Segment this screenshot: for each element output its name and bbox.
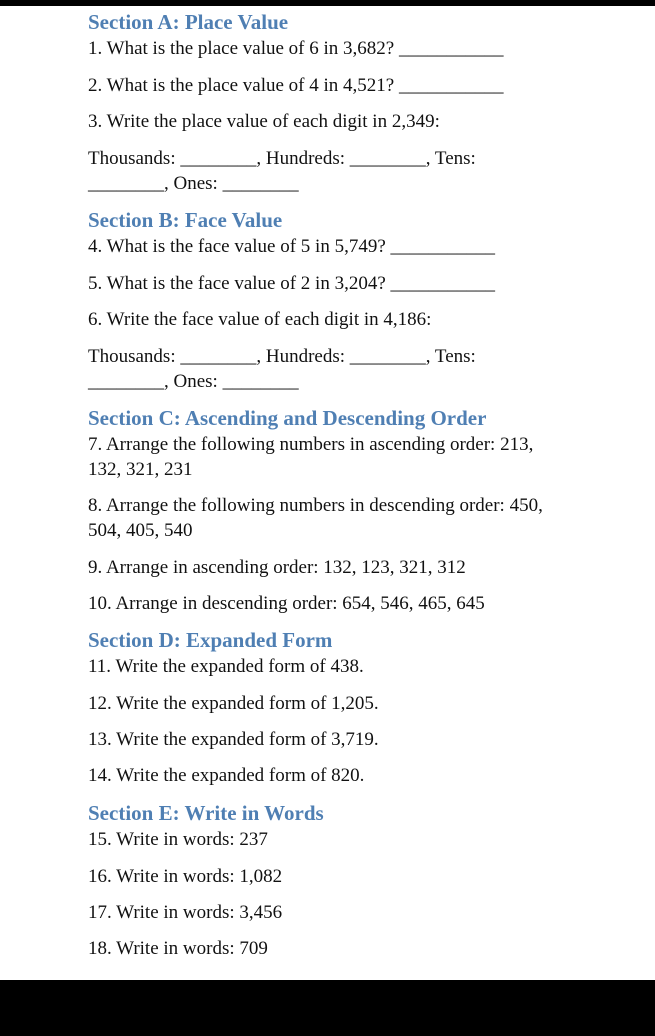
question-17: 17. Write in words: 3,456 bbox=[88, 902, 283, 923]
question-3: 3. Write the place value of each digit in 2,349: bbox=[88, 111, 440, 132]
question-10: 10. Arrange in descending order: 654, 546, 465, 645 bbox=[88, 593, 485, 614]
question-4: 4. What is the face value of 5 in 5,749? ___________ bbox=[88, 236, 495, 257]
question-7-line-2: 132, 321, 231 bbox=[88, 459, 193, 480]
question-11: 11. Write the expanded form of 438. bbox=[88, 656, 364, 677]
section-d-heading: Section D: Expanded Form bbox=[88, 628, 333, 652]
question-16: 16. Write in words: 1,082 bbox=[88, 866, 283, 887]
question-14: 14. Write the expanded form of 820. bbox=[88, 765, 365, 786]
question-6-blanks-line-1: Thousands: ________, Hundreds: ________, Tens: bbox=[88, 346, 476, 367]
question-2: 2. What is the place value of 4 in 4,521? ___________ bbox=[88, 75, 504, 96]
section-b-heading: Section B: Face Value bbox=[88, 208, 283, 232]
question-3-blanks-line-2: ________, Ones: ________ bbox=[88, 173, 299, 194]
question-9: 9. Arrange in ascending order: 132, 123, 321, 312 bbox=[88, 557, 466, 578]
section-e-heading: Section E: Write in Words bbox=[88, 801, 324, 825]
section-c-heading: Section C: Ascending and Descending Order bbox=[88, 406, 487, 430]
question-3-blanks-line-1: Thousands: ________, Hundreds: ________, Tens: bbox=[88, 148, 476, 169]
worksheet-page bbox=[0, 6, 655, 980]
question-1: 1. What is the place value of 6 in 3,682? ___________ bbox=[88, 38, 504, 59]
section-a-heading: Section A: Place Value bbox=[88, 10, 289, 34]
question-15: 15. Write in words: 237 bbox=[88, 829, 268, 850]
question-6: 6. Write the face value of each digit in 4,186: bbox=[88, 309, 432, 330]
question-12: 12. Write the expanded form of 1,205. bbox=[88, 693, 379, 714]
question-6-blanks-line-2: ________, Ones: ________ bbox=[88, 371, 299, 392]
question-13: 13. Write the expanded form of 3,719. bbox=[88, 729, 379, 750]
question-18: 18. Write in words: 709 bbox=[88, 938, 268, 959]
question-8-line-1: 8. Arrange the following numbers in descending order: 450, bbox=[88, 495, 543, 516]
question-5: 5. What is the face value of 2 in 3,204? ___________ bbox=[88, 273, 495, 294]
question-8-line-2: 504, 405, 540 bbox=[88, 520, 193, 541]
question-7-line-1: 7. Arrange the following numbers in ascending order: 213, bbox=[88, 434, 534, 455]
